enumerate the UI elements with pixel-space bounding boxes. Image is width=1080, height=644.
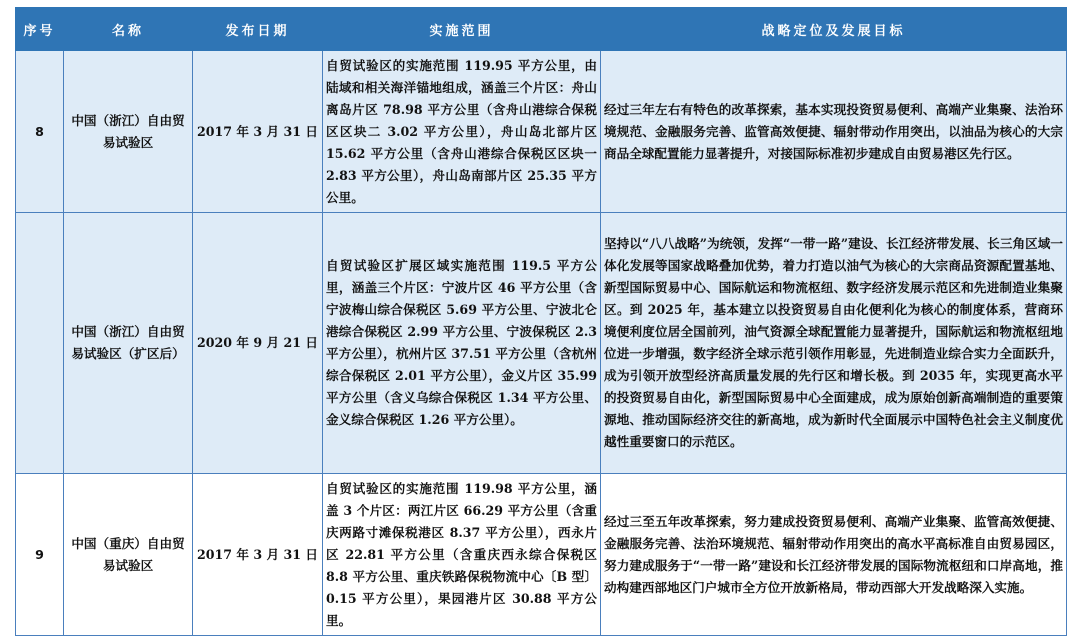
- header-scope: 实施范围: [323, 8, 601, 51]
- zone-name: 中国（浙江）自由贸易试验区（扩区后）: [64, 213, 193, 474]
- strategic-goal: 经过三至五年改革探索，努力建成投资贸易便利、高端产业集聚、监管高效便捷、金融服务完善、法治环境规范、辐射带动作用突出的高水平高标准自由贸易园区，努力建成服务于“一带一路”建设和长江经济带发展的国际物流枢纽和口岸高地，推动构建西部地区门户城市全方位开放新格局，带动西部大开发战略深入实施。: [601, 474, 1067, 636]
- table-header-row: [16, 8, 1067, 51]
- release-date: 2017 年 3 月 31 日: [193, 51, 323, 213]
- row-number: 8: [16, 51, 64, 213]
- implementation-scope: 自贸试验区的实施范围 119.98 平方公里，涵盖 3 个片区：两江片区 66.29 平方公里（含重庆两路寸滩保税港区 8.37 平方公里），西永片区 22.81 平方公里（含重庆西永综合保税区 8.8 平方公里、重庆铁路保税物流中心〔B 型〕0.15 平方公里），果园港片区 30.88 平方公里。: [323, 474, 601, 636]
- table-row: [16, 51, 1067, 213]
- zone-name: 中国（浙江）自由贸易试验区: [64, 51, 193, 213]
- row-number: 9: [16, 474, 64, 636]
- row-number: [16, 213, 64, 474]
- implementation-scope: 自贸试验区的实施范围 119.95 平方公里，由陆域和相关海洋锚地组成，涵盖三个片区：舟山离岛片区 78.98 平方公里（含舟山港综合保税区区块二 3.02 平方公里），舟山岛北部片区 15.62 平方公里（含舟山港综合保税区区块一 2.83 平方公里），舟山岛南部片区 25.35 平方公里。: [323, 51, 601, 213]
- strategic-goal: 坚持以“八八战略”为统领，发挥“一带一路”建设、长江经济带发展、长三角区域一体化发展等国家战略叠加优势，着力打造以油气为核心的大宗商品资源配置基地、新型国际贸易中心、国际航运和物流枢纽、数字经济发展示范区和先进制造业集聚区。到 2025 年，基本建立以投资贸易自由化便利化为核心的制度体系，营商环境便利度位居全国前列，油气资源全球配置能力显著提升，国际航运和物流枢纽地位进一步增强，数字经济全球示范引领作用彰显，先进制造业综合实力全面跃升，成为引领开放型经济高质量发展的先行区和增长极。到 2035 年，实现更高水平的投资贸易自由化，新型国际贸易中心全面建成，成为原始创新高端制造的重要策源地、推动国际经济交往的新高地，成为新时代全面展示中国特色社会主义制度优越性重要窗口的示范区。: [601, 213, 1067, 474]
- zone-name: 中国（重庆）自由贸易试验区: [64, 474, 193, 636]
- implementation-scope: 自贸试验区扩展区域实施范围 119.5 平方公里，涵盖三个片区：宁波片区 46 平方公里（含宁波梅山综合保税区 5.69 平方公里、宁波北仑港综合保税区 2.99 平方公里、宁波保税区 2.3 平方公里），杭州片区 37.51 平方公里（含杭州综合保税区 2.01 平方公里），金义片区 35.99 平方公里（含义乌综合保税区 1.34 平方公里、金义综合保税区 1.26 平方公里）。: [323, 213, 601, 474]
- table-row: [16, 213, 1067, 474]
- header-number: 序号: [16, 8, 64, 51]
- header-name: 名称: [64, 8, 193, 51]
- release-date: 2017 年 3 月 31 日: [193, 474, 323, 636]
- header-release-date: 发布日期: [193, 8, 323, 51]
- table-row: [16, 474, 1067, 636]
- release-date: 2020 年 9 月 21 日: [193, 213, 323, 474]
- strategic-goal: 经过三年左右有特色的改革探索，基本实现投资贸易便利、高端产业集聚、法治环境规范、金融服务完善、监管高效便捷、辐射带动作用突出，以油品为核心的大宗商品全球配置能力显著提升，对接国际标准初步建成自由贸易港区先行区。: [601, 51, 1067, 213]
- free-trade-zone-table: [15, 7, 1067, 636]
- header-strategic-goal: 战略定位及发展目标: [601, 8, 1067, 51]
